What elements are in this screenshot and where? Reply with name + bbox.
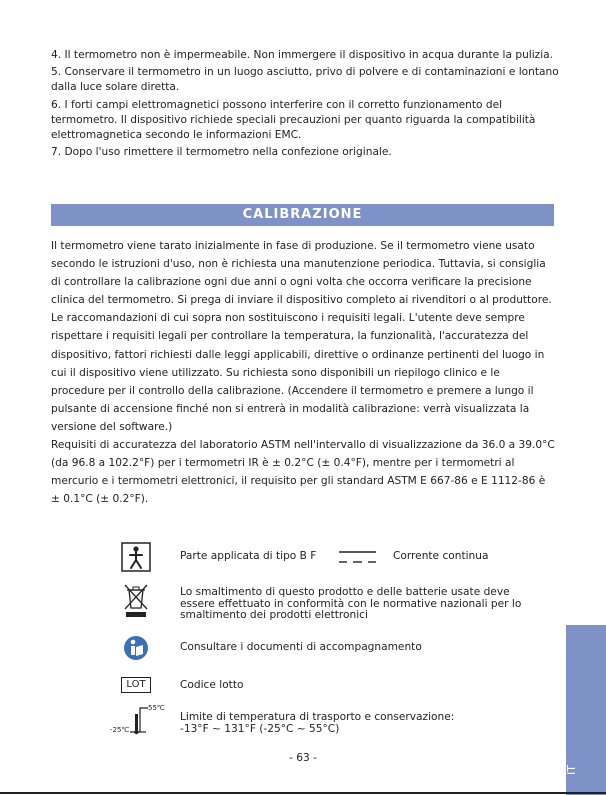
section-title: CALIBRAZIONE [51, 204, 554, 226]
temp-limit-line2: -13°F ~ 131°F (-25°C ~ 55°C) [180, 722, 340, 735]
language-tab [566, 625, 606, 795]
temp-limit-label [180, 712, 454, 735]
footer-divider [0, 792, 606, 794]
body-paragraph-3: Requisiti di accuratezza del laboratorio ASTM nell'intervallo di visualizzazione da 36.0 a 39.0°C (da 96.8 a 102.2°F) per i termometri IR è ± 0.2°C (± 0.4°F), mentre per i termometri al mercurio e i termometri elettronici, il requisito per gli standard ASTM E 667-86 e E 1112-86 è ± 0.1°C (± 0.2°F). [51, 439, 555, 506]
type-bf-icon [120, 541, 152, 573]
lot-label: Codice lotto [180, 679, 244, 691]
consult-label: Consultare i documenti di accompagnamento [180, 641, 422, 653]
body-paragraph-2: Le raccomandazioni di cui sopra non sostituiscono i requisiti legali. L'utente deve sempre rispettare i requisiti legali per controllare la temperatura, la funzionalità, l'accuratezza del dispositivo, fattori richiesti dalle leggi applicabili, direttive o ordinanze pertinenti del luogo in cui il dispositivo viene utilizzato. Su richiesta sono disponibili un riepilogo clinico e le procedure per il controllo della calibrazione. (Accendere il termometro e premere a lungo il pulsante di accensione finché non si entrerà in modalità calibrazione: verrà visualizzata la versione del software.) [51, 312, 545, 433]
intro-item-4: 4. Il termometro non è impermeabile. Non immergere il dispositivo in acqua durante la pulizia. [51, 49, 554, 61]
calibration-body [51, 237, 556, 508]
temp-low-label: -25℃ [110, 726, 130, 734]
language-tab-label: IT [565, 765, 578, 775]
weee-bin-icon [120, 584, 152, 616]
temp-limit-line1: Limite di temperatura di trasporto e conservazione: [180, 711, 455, 723]
dc-icon [339, 549, 377, 569]
intro-item-7: 7. Dopo l'uso rimettere il termometro nella confezione originale. [51, 146, 392, 159]
body-paragraph-1: Il termometro viene tarato inizialmente in fase di produzione. Se il termometro viene usato secondo le istruzioni d'uso, non è richiesta una manutenzione periodica. Tuttavia, si consiglia di controllare la calibrazione ogni due anni o ogni volta che occorra verificare la precisione clinica del termometro. Si prega di inviare il dispositivo completo ai rivenditori o al produttore. [51, 240, 552, 307]
temperature-limit-icon [110, 704, 170, 740]
intro-item-5: 5. Conservare il termometro in un luogo asciutto, privo di polvere e di contaminazioni e lontano dalla luce solare diretta. [51, 66, 559, 94]
lot-icon [120, 677, 152, 693]
lot-box: LOT [121, 677, 150, 693]
dc-label: Corrente continua [393, 550, 489, 562]
page-number: - 63 - [289, 752, 317, 764]
consult-documents-icon [120, 632, 152, 664]
weee-label: Lo smaltimento di questo prodotto e delle batterie usate deve essere effettuato in conformità con le normative nazionali per lo smaltimento dei prodotti elettronici [180, 586, 522, 621]
type-bf-label: Parte applicata di tipo B F [180, 550, 317, 562]
intro-item-6: 6. I forti campi elettromagnetici possono interferire con il corretto funzionamento del termometro. Il dispositivo richiede speciali precauzioni per quanto riguarda la compatibilità elettromagnetica secondo le informazioni EMC. [51, 98, 536, 142]
intro-list [51, 48, 561, 162]
temp-high-label: 55℃ [148, 704, 165, 712]
